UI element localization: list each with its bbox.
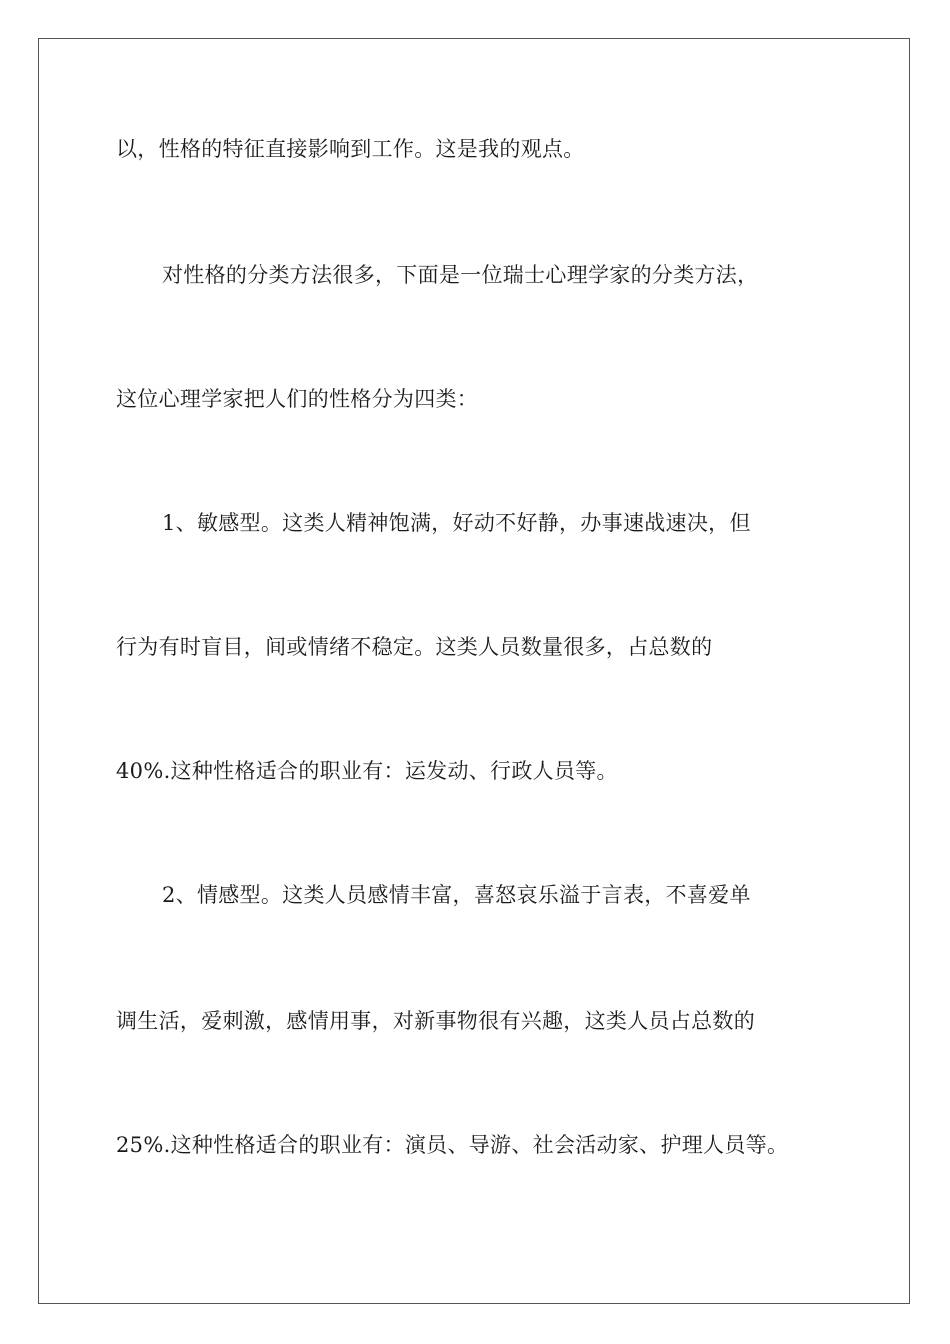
- text-line: 1、敏感型。这类人精神饱满，好动不好静，办事速战速决，但: [162, 511, 751, 535]
- text-line: 2、情感型。这类人员感情丰富，喜怒哀乐溢于言表，不喜爱单: [162, 883, 751, 907]
- text-line: 行为有时盲目，间或情绪不稳定。这类人员数量很多，占总数的: [116, 635, 713, 659]
- text-line: 这位心理学家把人们的性格分为四类：: [116, 387, 479, 411]
- page-border: [38, 38, 910, 1304]
- text-line: 25%.这种性格适合的职业有：演员、导游、社会活动家、护理人员等。: [116, 1133, 789, 1157]
- text-line: 40%.这种性格适合的职业有：运发动、行政人员等。: [116, 759, 618, 783]
- text-line: 以，性格的特征直接影响到工作。这是我的观点。: [116, 137, 585, 161]
- text-line: 调生活，爱刺激，感情用事，对新事物很有兴趣，这类人员占总数的: [116, 1009, 755, 1033]
- text-line: 对性格的分类方法很多，下面是一位瑞士心理学家的分类方法，: [162, 263, 759, 287]
